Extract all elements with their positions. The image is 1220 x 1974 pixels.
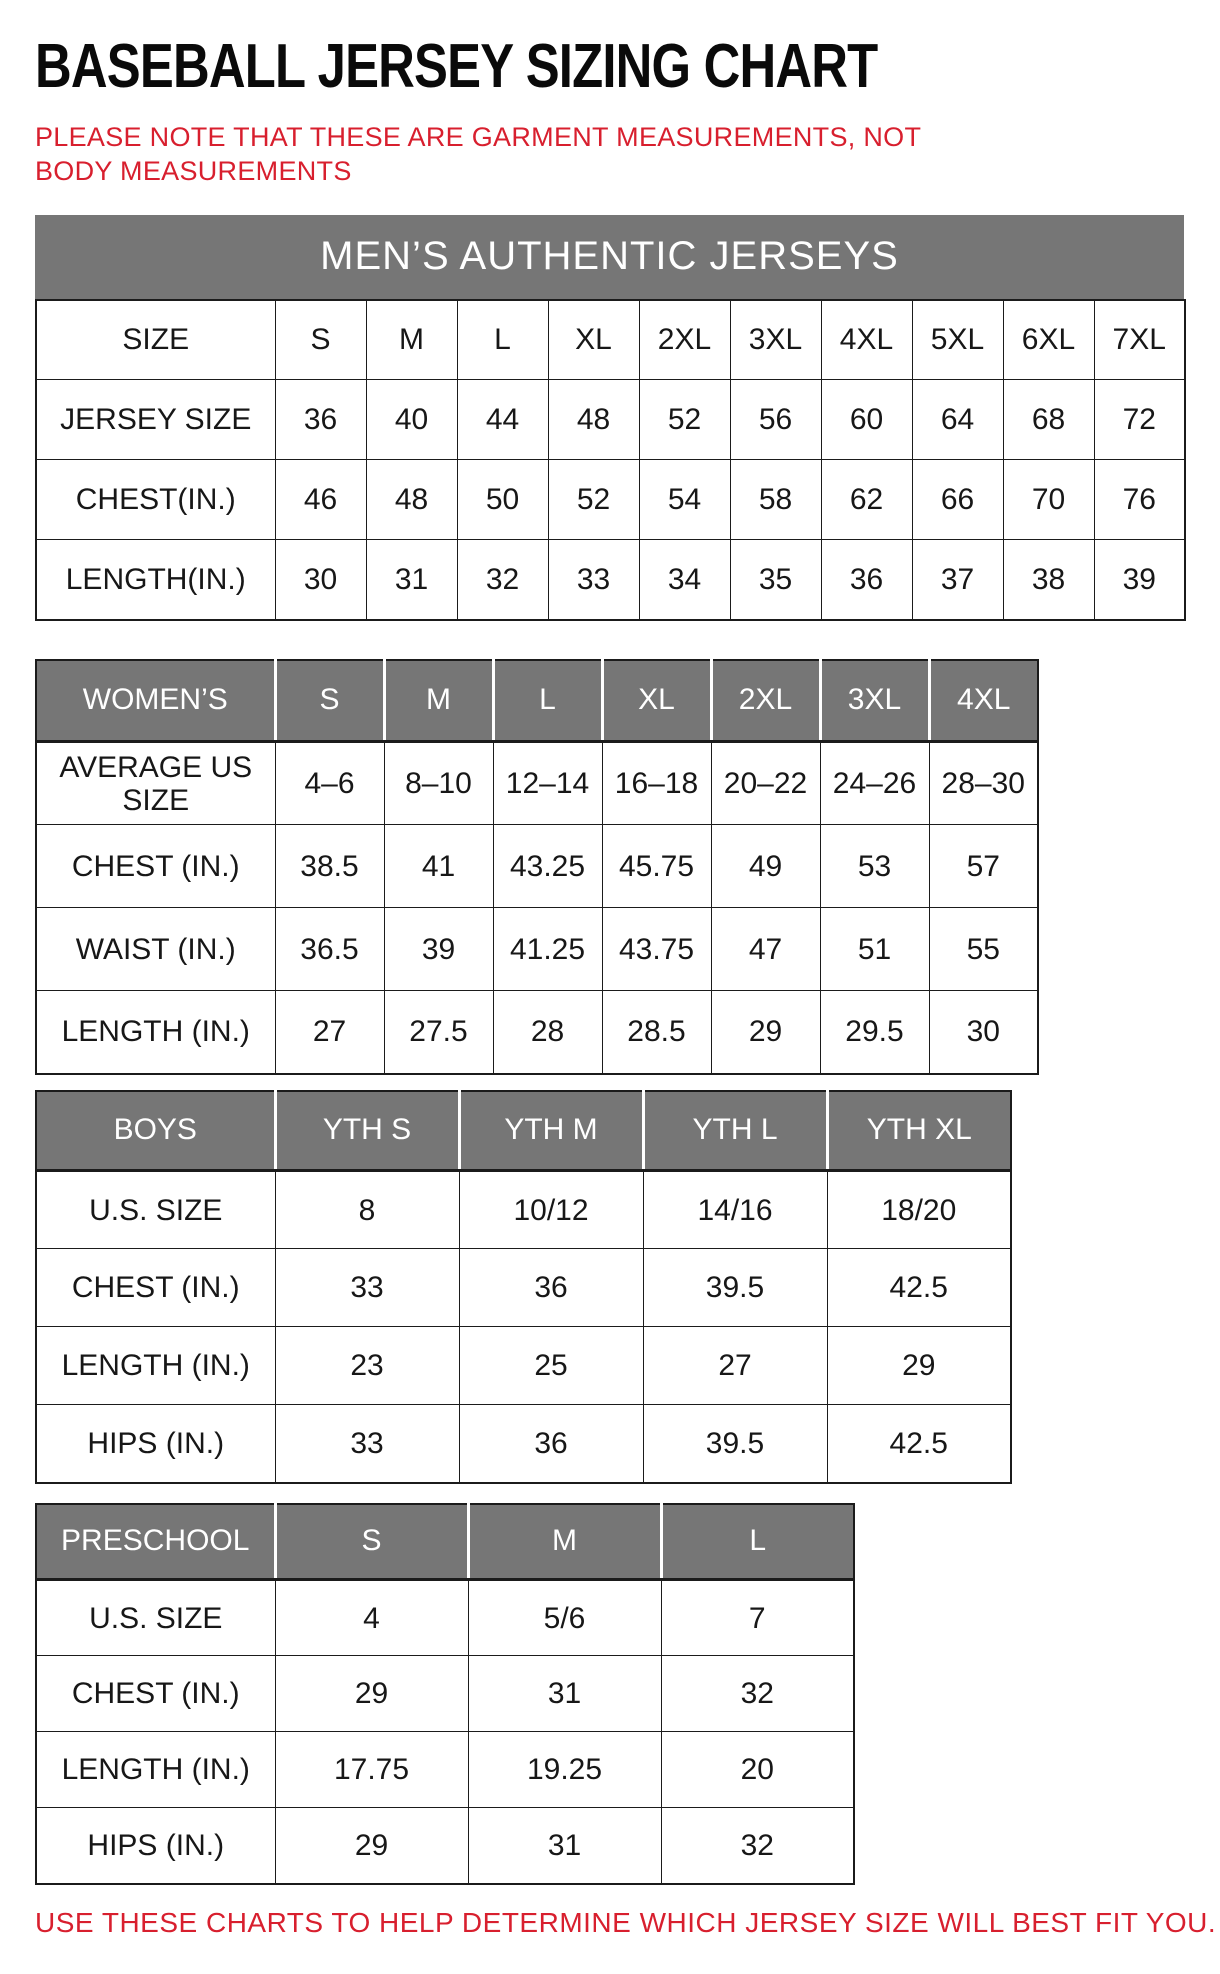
- table-cell: 34: [639, 540, 730, 620]
- table-cell: 45.75: [602, 825, 711, 908]
- table-cell: M: [366, 300, 457, 380]
- table-row: [36, 1580, 854, 1656]
- table-cell: 76: [1094, 460, 1185, 540]
- row-label: AVERAGE US SIZE: [36, 742, 275, 825]
- table-cell: 33: [275, 1405, 459, 1483]
- table-cell: 52: [639, 380, 730, 460]
- table-row: [36, 742, 1038, 825]
- table-cell: 57: [929, 825, 1038, 908]
- table-cell: 17.75: [275, 1732, 468, 1808]
- table-cell: 66: [912, 460, 1003, 540]
- table-cell: 38: [1003, 540, 1094, 620]
- column-header: YTH S: [275, 1091, 459, 1171]
- table-cell: 43.25: [493, 825, 602, 908]
- row-label: LENGTH(IN.): [36, 540, 275, 620]
- table-row: [36, 540, 1185, 620]
- table-cell: 29.5: [820, 991, 929, 1074]
- table-cell: 4XL: [821, 300, 912, 380]
- table-cell: 36: [821, 540, 912, 620]
- row-label: CHEST (IN.): [36, 1656, 275, 1732]
- column-header: PRESCHOOL: [36, 1504, 275, 1580]
- table-cell: 39: [1094, 540, 1185, 620]
- preschool-table: [35, 1503, 855, 1885]
- row-label: HIPS (IN.): [36, 1808, 275, 1884]
- mens-table-banner: MEN’S AUTHENTIC JERSEYS: [35, 215, 1184, 299]
- row-label: LENGTH (IN.): [36, 1327, 275, 1405]
- row-label: U.S. SIZE: [36, 1580, 275, 1656]
- column-header: XL: [602, 660, 711, 742]
- table-cell: 4–6: [275, 742, 384, 825]
- column-header: L: [493, 660, 602, 742]
- table-cell: 58: [730, 460, 821, 540]
- table-cell: 42.5: [827, 1405, 1011, 1483]
- table-cell: S: [275, 300, 366, 380]
- table-cell: 7: [661, 1580, 854, 1656]
- column-header: S: [275, 660, 384, 742]
- table-cell: 25: [459, 1327, 643, 1405]
- table-cell: 5XL: [912, 300, 1003, 380]
- table-cell: 24–26: [820, 742, 929, 825]
- table-cell: 29: [275, 1808, 468, 1884]
- table-cell: 14/16: [643, 1171, 827, 1249]
- table-cell: 36: [459, 1405, 643, 1483]
- boys-table: [35, 1090, 1012, 1484]
- table-cell: 62: [821, 460, 912, 540]
- table-cell: 55: [929, 908, 1038, 991]
- column-header: L: [661, 1504, 854, 1580]
- table-cell: 27: [643, 1327, 827, 1405]
- table-cell: 40: [366, 380, 457, 460]
- column-header: 3XL: [820, 660, 929, 742]
- table-cell: 31: [366, 540, 457, 620]
- table-cell: 36: [459, 1249, 643, 1327]
- table-cell: 4: [275, 1580, 468, 1656]
- table-cell: 43.75: [602, 908, 711, 991]
- table-row: [36, 300, 1185, 380]
- table-cell: 8: [275, 1171, 459, 1249]
- table-cell: 7XL: [1094, 300, 1185, 380]
- table-cell: 51: [820, 908, 929, 991]
- table-cell: 28.5: [602, 991, 711, 1074]
- table-cell: 39.5: [643, 1405, 827, 1483]
- row-label: LENGTH (IN.): [36, 991, 275, 1074]
- table-cell: 27.5: [384, 991, 493, 1074]
- table-cell: 12–14: [493, 742, 602, 825]
- table-header-row: [36, 1504, 854, 1580]
- table-cell: 19.25: [468, 1732, 661, 1808]
- table-cell: 39: [384, 908, 493, 991]
- table-cell: 32: [661, 1656, 854, 1732]
- table-cell: 33: [548, 540, 639, 620]
- column-header: M: [468, 1504, 661, 1580]
- table-cell: 29: [827, 1327, 1011, 1405]
- table-cell: 16–18: [602, 742, 711, 825]
- table-cell: 38.5: [275, 825, 384, 908]
- table-cell: 41: [384, 825, 493, 908]
- mens-table: [35, 299, 1186, 621]
- table-cell: 35: [730, 540, 821, 620]
- table-cell: 50: [457, 460, 548, 540]
- table-cell: 30: [275, 540, 366, 620]
- table-cell: 42.5: [827, 1249, 1011, 1327]
- table-cell: 29: [275, 1656, 468, 1732]
- table-cell: 18/20: [827, 1171, 1011, 1249]
- table-cell: 10/12: [459, 1171, 643, 1249]
- table-cell: 36.5: [275, 908, 384, 991]
- table-cell: 30: [929, 991, 1038, 1074]
- column-header: WOMEN’S: [36, 660, 275, 742]
- table-cell: 28–30: [929, 742, 1038, 825]
- table-cell: 31: [468, 1656, 661, 1732]
- table-cell: 36: [275, 380, 366, 460]
- table-cell: 47: [711, 908, 820, 991]
- table-cell: 23: [275, 1327, 459, 1405]
- table-row: [36, 1656, 854, 1732]
- table-cell: 60: [821, 380, 912, 460]
- row-label: SIZE: [36, 300, 275, 380]
- garment-measurement-note: PLEASE NOTE THAT THESE ARE GARMENT MEASUREMENTS, NOT BODY MEASUREMENTS: [35, 122, 921, 187]
- column-header: 4XL: [929, 660, 1038, 742]
- table-cell: 6XL: [1003, 300, 1094, 380]
- row-label: WAIST (IN.): [36, 908, 275, 991]
- table-cell: 54: [639, 460, 730, 540]
- table-cell: 53: [820, 825, 929, 908]
- table-row: [36, 1249, 1011, 1327]
- table-cell: 41.25: [493, 908, 602, 991]
- table-cell: 64: [912, 380, 1003, 460]
- table-row: [36, 1171, 1011, 1249]
- table-cell: 56: [730, 380, 821, 460]
- row-label: LENGTH (IN.): [36, 1732, 275, 1808]
- table-cell: 48: [366, 460, 457, 540]
- column-header: M: [384, 660, 493, 742]
- table-cell: 37: [912, 540, 1003, 620]
- table-cell: 20–22: [711, 742, 820, 825]
- footer-note: USE THESE CHARTS TO HELP DETERMINE WHICH JERSEY SIZE WILL BEST FIT YOU.: [35, 1906, 1217, 1938]
- column-header: YTH M: [459, 1091, 643, 1171]
- table-cell: 32: [457, 540, 548, 620]
- table-header-row: [36, 660, 1038, 742]
- table-cell: 49: [711, 825, 820, 908]
- row-label: CHEST (IN.): [36, 825, 275, 908]
- page-title-text: BASEBALL JERSEY SIZING CHART: [35, 32, 878, 101]
- table-cell: 46: [275, 460, 366, 540]
- column-header: 2XL: [711, 660, 820, 742]
- table-cell: XL: [548, 300, 639, 380]
- womens-table: [35, 659, 1039, 1075]
- table-row: [36, 460, 1185, 540]
- row-label: JERSEY SIZE: [36, 380, 275, 460]
- table-cell: 32: [661, 1808, 854, 1884]
- table-cell: 5/6: [468, 1580, 661, 1656]
- table-cell: 70: [1003, 460, 1094, 540]
- page-title: [35, 32, 1200, 101]
- table-row: [36, 908, 1038, 991]
- table-cell: 39.5: [643, 1249, 827, 1327]
- table-cell: 31: [468, 1808, 661, 1884]
- row-label: HIPS (IN.): [36, 1405, 275, 1483]
- table-cell: L: [457, 300, 548, 380]
- table-cell: 68: [1003, 380, 1094, 460]
- row-label: CHEST (IN.): [36, 1249, 275, 1327]
- table-cell: 28: [493, 991, 602, 1074]
- column-header: YTH XL: [827, 1091, 1011, 1171]
- table-row: [36, 380, 1185, 460]
- table-row: [36, 825, 1038, 908]
- row-label: U.S. SIZE: [36, 1171, 275, 1249]
- table-cell: 3XL: [730, 300, 821, 380]
- table-row: [36, 1405, 1011, 1483]
- row-label: CHEST(IN.): [36, 460, 275, 540]
- column-header: YTH L: [643, 1091, 827, 1171]
- column-header: S: [275, 1504, 468, 1580]
- table-cell: 72: [1094, 380, 1185, 460]
- table-cell: 29: [711, 991, 820, 1074]
- table-row: [36, 1327, 1011, 1405]
- table-cell: 2XL: [639, 300, 730, 380]
- table-cell: 44: [457, 380, 548, 460]
- table-row: [36, 991, 1038, 1074]
- table-cell: 8–10: [384, 742, 493, 825]
- table-cell: 33: [275, 1249, 459, 1327]
- table-cell: 27: [275, 991, 384, 1074]
- column-header: BOYS: [36, 1091, 275, 1171]
- table-cell: 52: [548, 460, 639, 540]
- table-header-row: [36, 1091, 1011, 1171]
- table-cell: 20: [661, 1732, 854, 1808]
- table-row: [36, 1732, 854, 1808]
- table-cell: 48: [548, 380, 639, 460]
- table-row: [36, 1808, 854, 1884]
